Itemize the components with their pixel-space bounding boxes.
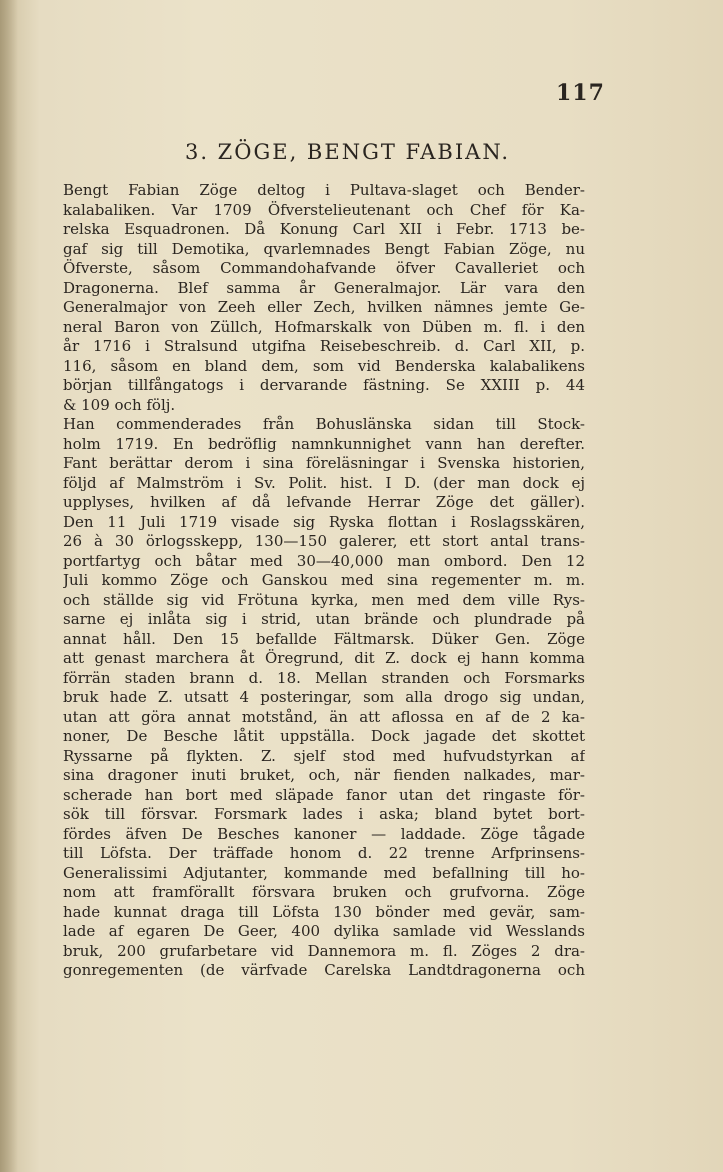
text-line: Generalmajor von Zeeh eller Zech, hvilken nämnes jemte Ge- xyxy=(63,298,585,316)
text-line: Den 11 Juli 1719 visade sig Ryska flottan i Roslagsskären, xyxy=(63,512,585,531)
text-line: till Löfsta. Der träffade honom d. 22 trenne Arfprinsens- xyxy=(63,844,585,862)
text-line: Öfverste, såsom Commandohafvande öfver Cavalleriet och xyxy=(63,259,585,277)
text-line: gaf sig till Demotika, qvarlemnades Bengt Fabian Zöge, nu xyxy=(63,239,585,258)
text-line: fördes äfven De Besches kanoner — laddade. Zöge tågade xyxy=(63,824,585,843)
text-line: Fant berättar derom i sina föreläsningar i Svenska historien, xyxy=(63,454,585,472)
text-line: Han commenderades från Bohuslänska sidan till Stock- xyxy=(63,415,585,433)
text-line: upplyses, hvilken af då lefvande Herrar Zöge det gäller). xyxy=(63,493,585,511)
text-line: Bengt Fabian Zöge deltog i Pultava-slaget och Bender- xyxy=(63,181,585,199)
text-line: Ryssarne på flykten. Z. sjelf stod med hufvudstyrkan af xyxy=(63,746,585,765)
text-line: lade af egaren De Geer, 400 dylika samlade vid Wesslands xyxy=(63,922,585,940)
page-number: 117 xyxy=(556,80,605,106)
text-line: Juli kommo Zöge och Ganskou med sina regementer m. m. xyxy=(63,571,585,589)
text-line: Dragonerna. Blef samma år Generalmajor. Lär vara den xyxy=(63,278,585,297)
text-line: sarne ej inlåta sig i strid, utan brände och plundrade på xyxy=(63,610,585,628)
text-line: nom att framförallt försvara bruken och grufvorna. Zöge xyxy=(63,883,585,901)
text-line: förrän staden brann d. 18. Mellan stranden och Forsmarks xyxy=(63,668,585,687)
text-line: år 1716 i Stralsund utgifna Reisebeschreib. d. Carl XII, p. xyxy=(63,337,585,355)
text-line: noner, De Besche låtit uppställa. Dock jagade det skottet xyxy=(63,727,585,745)
text-line: följd af Malmström i Sv. Polit. hist. I D. (der man dock ej xyxy=(63,473,585,492)
text-line: att genast marchera åt Öregrund, dit Z. dock ej hann komma xyxy=(63,649,585,667)
text-line: annat håll. Den 15 befallde Fältmarsk. Düker Gen. Zöge xyxy=(63,629,585,648)
text-line: bruk, 200 grufarbetare vid Dannemora m. fl. Zöges 2 dra- xyxy=(63,941,585,960)
text-line: 26 à 30 örlogsskepp, 130—150 galerer, ett stort antal trans- xyxy=(63,532,585,550)
text-line: bruk hade Z. utsatt 4 posteringar, som alla drogo sig undan, xyxy=(63,688,585,706)
binding-gutter xyxy=(0,0,18,1172)
text-line: kalabaliken. Var 1709 Öfverstelieutenant och Chef för Ka- xyxy=(63,200,585,219)
text-line: sina dragoner inuti bruket, och, när fienden nalkades, mar- xyxy=(63,766,585,784)
text-line: utan att göra annat motstånd, än att aflossa en af de 2 ka- xyxy=(63,707,585,726)
section-heading: 3. ZÖGE, BENGT FABIAN. xyxy=(184,140,511,164)
text-line: början tillfångatogs i dervarande fästning. Se XXIII p. 44 xyxy=(63,376,585,394)
text-line: hade kunnat draga till Löfsta 130 bönder med gevär, sam- xyxy=(63,902,585,921)
text-line: och ställde sig vid Frötuna kyrka, men med dem ville Rys- xyxy=(63,590,585,609)
text-line: holm 1719. En bedröflig namnkunnighet vann han derefter. xyxy=(63,434,585,453)
text-line: gonregementen (de värfvade Carelska Landtdragonerna och xyxy=(63,961,585,979)
text-line: Generalissimi Adjutanter, kommande med befallning till ho- xyxy=(63,863,585,882)
text-line: scherade han bort med släpade fanor utan det ringaste för- xyxy=(63,785,585,804)
text-line: & 109 och följ. xyxy=(63,395,176,414)
text-line: neral Baron von Züllch, Hofmarskalk von Düben m. fl. i den xyxy=(63,317,585,336)
text-line: relska Esquadronen. Då Konung Carl XII i Febr. 1713 be- xyxy=(63,220,585,238)
text-line: 116, såsom en bland dem, som vid Benderska kalabalikens xyxy=(63,356,585,375)
text-line: portfartyg och båtar med 30—40,000 man ombord. Den 12 xyxy=(63,551,585,570)
body-text xyxy=(63,181,585,981)
text-line: sök till försvar. Forsmark lades i aska; bland bytet bort- xyxy=(63,805,585,823)
